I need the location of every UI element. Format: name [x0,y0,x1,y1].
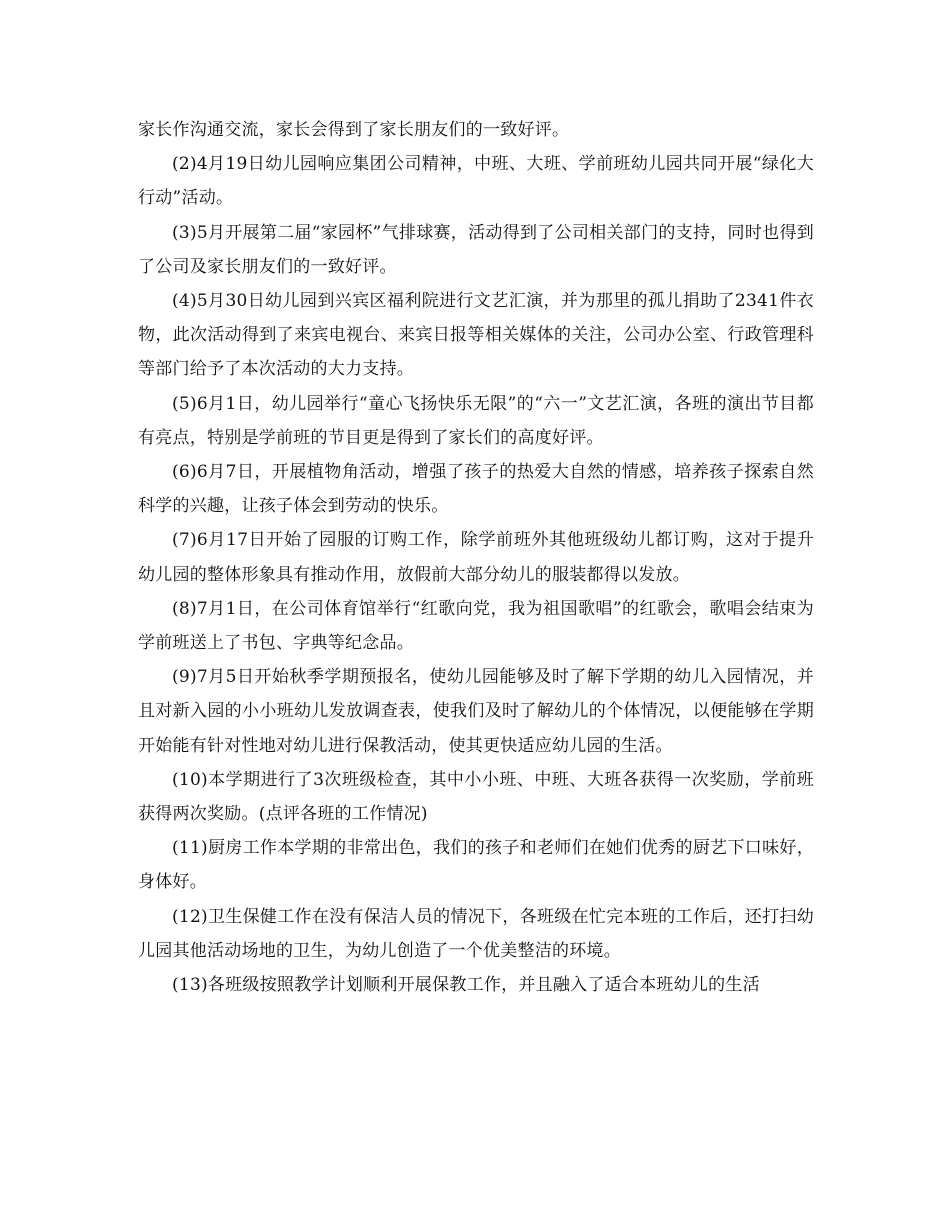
paragraph-item-8: (8)7月1日，在公司体育馆举行“红歌向党，我为祖国歌唱”的红歌会，歌唱会结束为学前班送上了书包、字典等纪念品。 [138,598,814,654]
paragraph-item-4: (4)5月30日幼儿园到兴宾区福利院进行文艺汇演，并为那里的孤儿捐助了2341件衣物，此次活动得到了来宾电视台、来宾日报等相关媒体的关注，公司办公室、行政管理科等部门给予了本次活动的大力支持。 [138,291,814,380]
paragraph-item-10: (10)本学期进行了3次班级检查，其中小小班、中班、大班各获得一次奖励，学前班获得两次奖励。(点评各班的工作情况) [138,769,814,825]
paragraph-item-13: (13)各班级按照教学计划顺利开展保教工作，并且融入了适合本班幼儿的生活 [172,975,760,996]
paragraph-item-7: (7)6月17日开始了园服的订购工作，除学前班外其他班级幼儿都订购，这对于提升幼儿园的整体形象具有推动作用，放假前大部分幼儿的服装都得以发放。 [138,530,814,585]
paragraph-item-11: (11)厨房工作本学期的非常出色，我们的孩子和老师们在她们优秀的厨艺下口味好，身体好。 [138,838,814,893]
paragraph-item-6: (6)6月7日，开展植物角活动，增强了孩子的热爱大自然的情感，培养孩子探索自然科学的兴趣，让孩子体会到劳动的快乐。 [138,462,814,517]
paragraph-item-5: (5)6月1日，幼儿园举行“童心飞扬快乐无限”的“六一”文艺汇演，各班的演出节目都有亮点，特别是学前班的节目更是得到了家长们的高度好评。 [138,393,814,448]
paragraph-item-12: (12)卫生保健工作在没有保洁人员的情况下，各班级在忙完本班的工作后，还打扫幼儿园其他活动场地的卫生，为幼儿创造了一个优美整洁的环境。 [138,906,814,961]
paragraph-continuation: 家长作沟通交流，家长会得到了家长朋友们的一致好评。 [138,120,570,140]
paragraph-item-3: (3)5月开展第二届“家园杯”气排球赛，活动得到了公司相关部门的支持，同时也得到了公司及家长朋友们的一致好评。 [138,222,814,277]
paragraph-item-9: (9)7月5日开始秋季学期预报名，使幼儿园能够及时了解下学期的幼儿入园情况，并且对新入园的小小班幼儿发放调查表，使我们及时了解幼儿的个体情况，以便能够在学期开始能有针对性地对幼儿进行保教活动，使其更快适应幼儿园的生活。 [138,667,814,756]
paragraph-item-2: (2)4月19日幼儿园响应集团公司精神，中班、大班、学前班幼儿园共同开展“绿化大行动”活动。 [138,154,814,209]
document-body [138,113,814,1002]
